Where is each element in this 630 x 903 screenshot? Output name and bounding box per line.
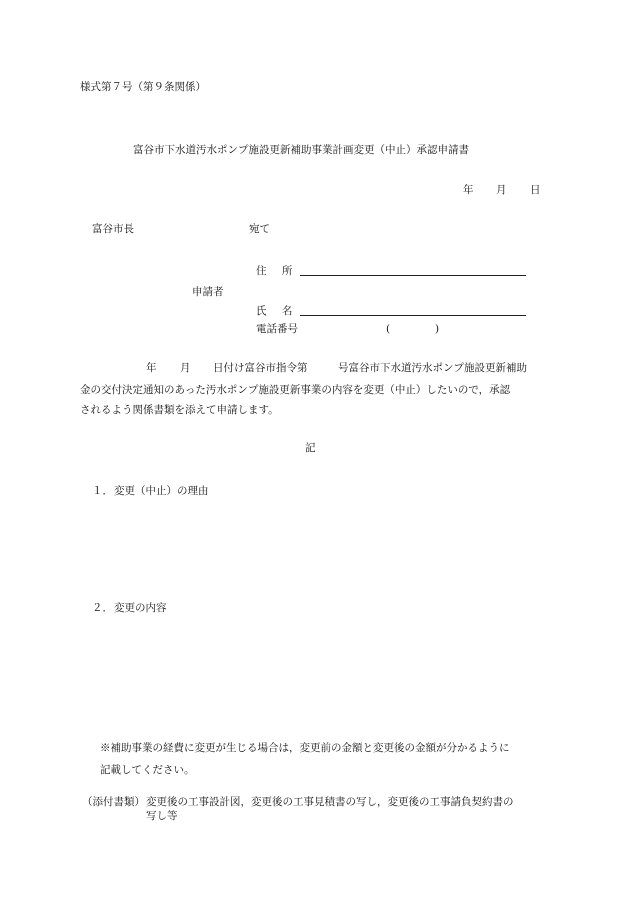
document-title: 富谷市下水道汚水ポンプ施設更新補助事業計画変更（中止）承認申請書 bbox=[133, 144, 469, 156]
item-1-label: 変更（中止）の理由 bbox=[114, 485, 209, 497]
body-line-3: されるよう関係書類を添えて申請します。 bbox=[80, 404, 279, 416]
body-date-ref: 日付け富谷市指令第 bbox=[213, 362, 308, 374]
body-line-2: 金の交付決定通知のあった汚水ポンプ施設更新事業の内容を変更（中止）したいので，承認 bbox=[80, 384, 511, 396]
note-line-2: 記載してください。 bbox=[100, 764, 195, 776]
address-field-line[interactable] bbox=[300, 275, 526, 276]
address-label: 住 所 bbox=[256, 265, 299, 277]
item-1-number: １． bbox=[92, 485, 113, 497]
body-month: 月 bbox=[180, 362, 191, 374]
phone-close-paren: ) bbox=[435, 323, 440, 335]
date-month-label: 月 bbox=[496, 184, 507, 196]
addressee-name: 富谷市長 bbox=[92, 223, 134, 235]
name-label: 氏 名 bbox=[256, 305, 299, 317]
date-year-label: 年 bbox=[463, 184, 474, 196]
body-year: 年 bbox=[146, 362, 157, 374]
form-number: 様式第７号（第９条関係） bbox=[80, 81, 206, 93]
phone-label: 電話番号 bbox=[256, 323, 298, 335]
body-rest: 号富谷市下水道汚水ポンプ施設更新補助 bbox=[338, 362, 527, 374]
item-2-label: 変更の内容 bbox=[114, 602, 167, 614]
attachments-line-2: 写し等 bbox=[146, 810, 178, 822]
phone-open-paren: ( bbox=[386, 323, 391, 335]
addressee-suffix: 宛て bbox=[249, 223, 270, 235]
item-2-number: ２． bbox=[92, 602, 113, 614]
name-field-line[interactable] bbox=[300, 315, 526, 316]
attachments-label: （添付書類） bbox=[82, 796, 145, 808]
note-line-1: ※補助事業の経費に変更が生じる場合は，変更前の金額と変更後の金額が分かるように bbox=[100, 742, 510, 754]
applicant-label: 申請者 bbox=[192, 286, 224, 298]
date-day-label: 日 bbox=[530, 184, 541, 196]
ki-heading: 記 bbox=[305, 442, 316, 454]
attachments-line-1: 変更後の工事設計図，変更後の工事見積書の写し，変更後の工事請負契約書の bbox=[146, 796, 514, 808]
